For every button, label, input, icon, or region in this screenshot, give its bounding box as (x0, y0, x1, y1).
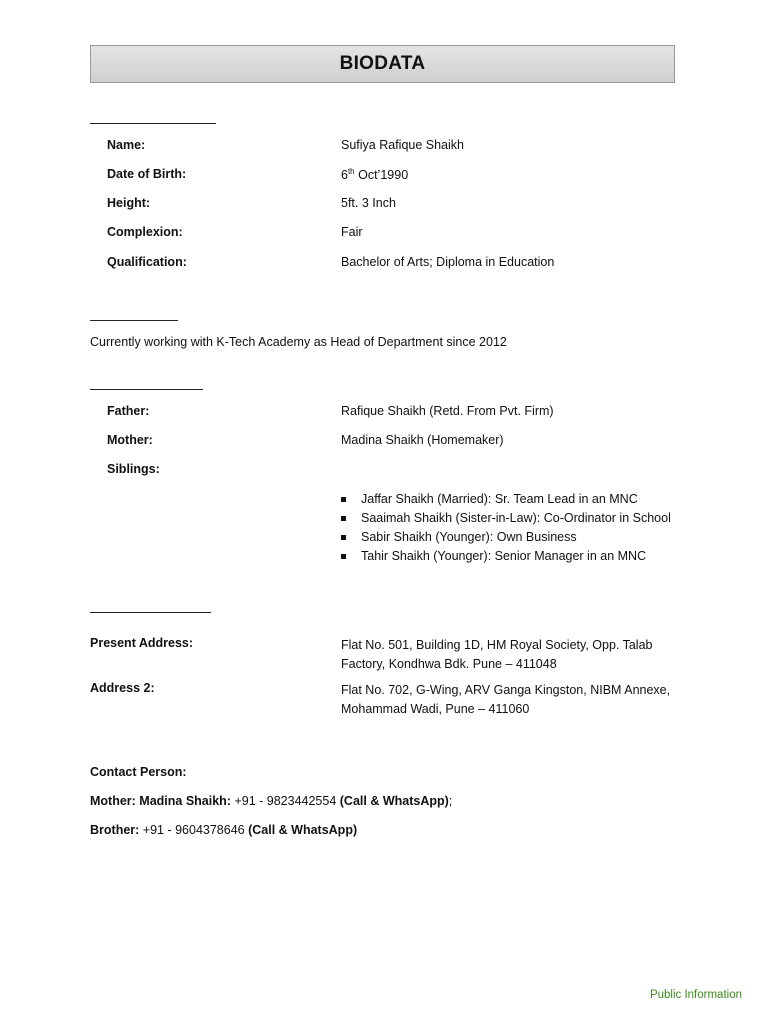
qualification-value: Bachelor of Arts; Diploma in Education (341, 255, 555, 269)
siblings-list (341, 490, 671, 566)
address2-line2: Mohammad Wadi, Pune – 411060 (341, 702, 530, 716)
list-item (341, 490, 671, 509)
dob-day: 6 (341, 168, 348, 183)
father-label: Father: (107, 404, 150, 418)
dob-label: Date of Birth: (107, 167, 187, 181)
qualification-label: Qualification: (107, 255, 187, 269)
contact-mother (90, 794, 452, 808)
contact-brother (90, 823, 357, 837)
bullet-icon (341, 554, 346, 559)
name-label: Name: (107, 138, 146, 152)
name-value: Sufiya Rafique Shaikh (341, 138, 464, 152)
dob-month-year: Oct’1990 (358, 168, 409, 183)
list-item (341, 528, 671, 547)
list-item (341, 509, 671, 528)
title-banner (90, 45, 675, 83)
document-title: BIODATA (339, 53, 426, 74)
contact-mother-number: +91 - 9823442554 (230, 794, 340, 808)
complexion-label: Complexion: (107, 225, 183, 239)
contact-brother-note: (Call & WhatsApp) (248, 823, 358, 837)
sibling-text: Tahir Shaikh (Younger): Senior Manager in an MNC (361, 549, 647, 563)
present-address-line1: Flat No. 501, Building 1D, HM Royal Society, Opp. Talab (341, 638, 653, 652)
contact-mother-note: (Call & WhatsApp) (339, 794, 449, 808)
present-address-line2: Factory, Kondhwa Bdk. Pune – 411048 (341, 657, 557, 671)
list-item (341, 547, 671, 566)
present-address-value (341, 636, 681, 674)
sibling-text: Sabir Shaikh (Younger): Own Business (361, 530, 577, 544)
father-value: Rafique Shaikh (Retd. From Pvt. Firm) (341, 404, 554, 418)
section-divider-personal (90, 123, 216, 124)
mother-value: Madina Shaikh (Homemaker) (341, 433, 504, 447)
dob-ordinal: th (347, 167, 355, 176)
dob-value (341, 167, 408, 182)
height-label: Height: (107, 196, 151, 210)
section-divider-address (90, 612, 211, 613)
sibling-text: Jaffar Shaikh (Married): Sr. Team Lead in an MNC (361, 492, 638, 506)
contact-brother-label: Brother: (90, 823, 140, 837)
address2-value (341, 681, 681, 719)
sibling-text: Saaimah Shaikh (Sister-in-Law): Co-Ordinator in School (361, 511, 671, 525)
address2-line1: Flat No. 702, G-Wing, ARV Ganga Kingston, NIBM Annexe, (341, 683, 671, 697)
siblings-label: Siblings: (107, 462, 160, 476)
bullet-icon (341, 516, 346, 521)
complexion-value: Fair (341, 225, 363, 239)
contact-mother-tail: ; (448, 794, 453, 808)
height-value: 5ft. 3 Inch (341, 196, 396, 210)
work-statement: Currently working with K-Tech Academy as Head of Department since 2012 (90, 335, 507, 349)
bullet-icon (341, 497, 346, 502)
contact-mother-label: Mother: Madina Shaikh: (90, 794, 231, 808)
classification-footer: Public Information (649, 989, 742, 1001)
address2-label: Address 2: (90, 681, 155, 695)
section-divider-work (90, 320, 178, 321)
present-address-label: Present Address: (90, 636, 194, 650)
mother-label: Mother: (107, 433, 153, 447)
section-divider-family (90, 389, 203, 390)
bullet-icon (341, 535, 346, 540)
contact-brother-number: +91 - 9604378646 (139, 823, 249, 837)
contact-heading: Contact Person: (90, 765, 187, 779)
